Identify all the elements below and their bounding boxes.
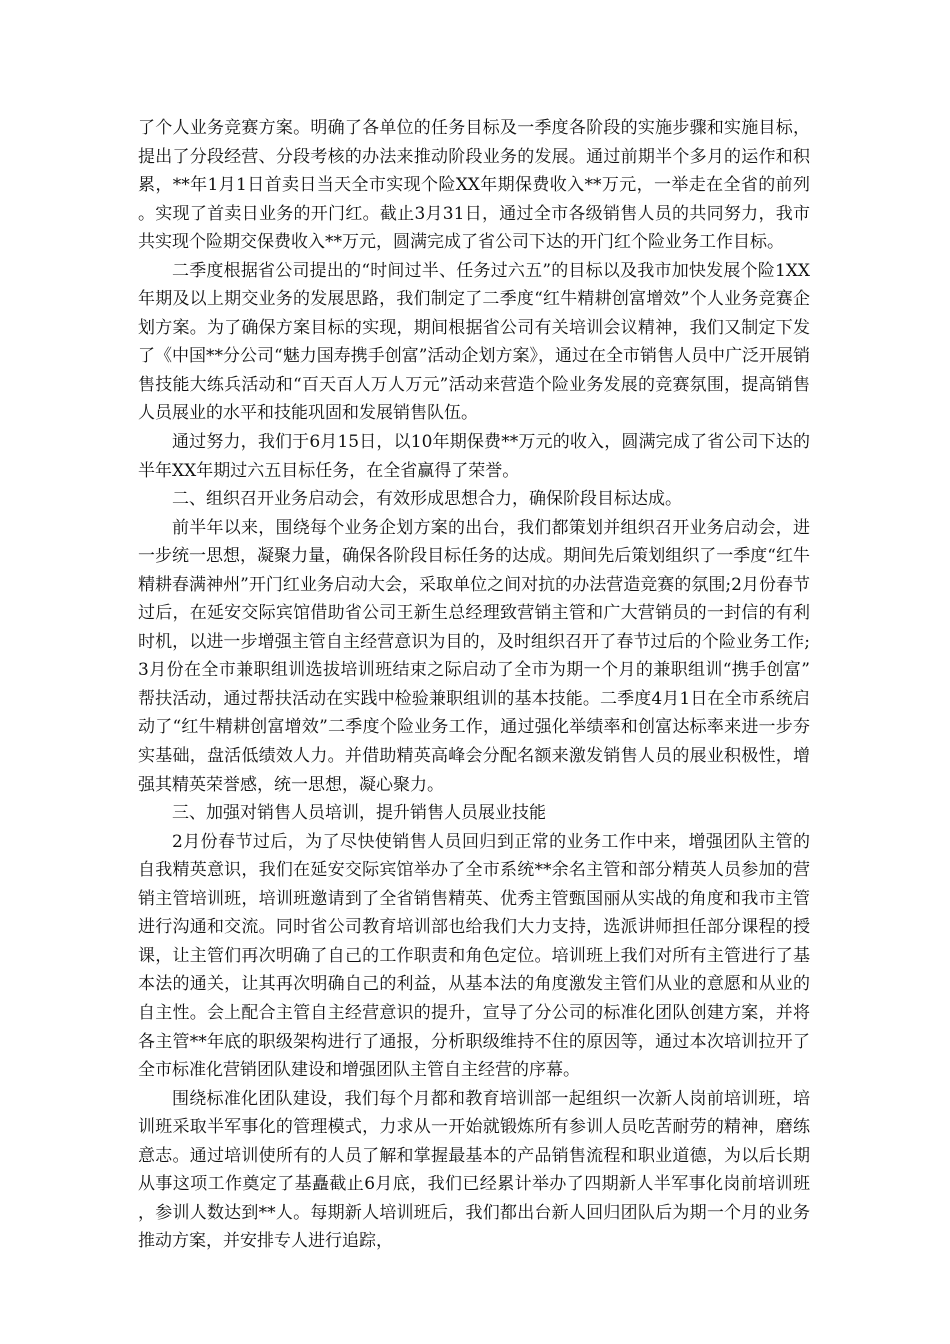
section-heading-2: 二、组织召开业务启动会，有效形成思想合力，确保阶段目标达成。 [172, 489, 682, 510]
paragraph-5-launch-meetings: 前半年以来，围绕每个业务企划方案的出台，我们都策划并组织召开业务启动会，进一步统一思想，凝聚力量，确保各阶段目标任务的达成。期间先后策划组织了一季度“红牛精耕春满神州”开门红业务启动大会，采取单位之间对抗的办法营造竞赛的氛围;2月份春节过后，在延安交际宾馆借助省公司王新生总经理致营销主管和广大营销员的一封信的有利时机，以进一步增强主管自主经营意识为目的，及时组织召开了春节过后的个险业务工作;3月份在全市兼职组训选拔培训班结束之际启动了全市为期一个月的兼职组训“携手创富”帮扶活动，通过帮扶活动在实践中检验兼职组训的基本技能。二季度4月1日在全市系统启动了“红牛精耕创富增效”二季度个险业务工作，通过强化举绩率和创富达标率来进一步夯实基础，盘活低绩效人力。并借助精英高峰会分配名额来激发销售人员的展业积极性，增强其精英荣誉感，统一思想，凝心聚力。 [138, 517, 810, 795]
paragraph-1-continuation: 了个人业务竞赛方案。明确了各单位的任务目标及一季度各阶段的实施步骤和实施目标，提出了分段经营、分段考核的办法来推动阶段业务的发展。通过前期半个多月的运作和积累，**年1月1日首卖日当天全市实现个险XX年期保费收入**万元，一举走在全省的前列。实现了首卖日业务的开门红。截止3月31日，通过全市各级销售人员的共同努力，我市共实现个险期交保费收入**万元，圆满完成了省公司下达的开门红个险业务工作目标。 [138, 118, 810, 253]
paragraph-2-second-quarter: 二季度根据省公司提出的“时间过半、任务过六五”的目标以及我市加快发展个险1XX年期及以上期交业务的发展思路，我们制定了二季度“红牛精耕创富增效”个人业务竞赛企划方案。为了确保方案目标的实现，期间根据省公司有关培训会议精神，我们又制定下发了《中国**分公司“魅力国寿携手创富”活动企划方案》，通过在全市销售人员中广泛开展销售技能大练兵活动和“百天百人万人万元”活动来营造个险业务发展的竞赛氛围，提高销售人员展业的水平和技能巩固和发展销售队伍。 [138, 260, 810, 424]
paragraph-7-supervisor-training: 2月份春节过后，为了尽快使销售人员回归到正常的业务工作中来，增强团队主管的自我精英意识，我们在延安交际宾馆举办了全市系统**余名主管和部分精英人员参加的营销主管培训班，培训班邀请到了全省销售精英、优秀主管甄国丽从实战的角度和我市主管进行沟通和交流。同时省公司教育培训部也给我们大力支持，选派讲师担任部分课程的授课，让主管们再次明确了自己的工作职责和角色定位。培训班上我们对所有主管进行了基本法的通关，让其再次明确自己的利益，从基本法的角度激发主管们从业的意愿和从业的自主性。会上配合主管自主经营意识的提升，宣导了分公司的标准化团队创建方案，并将各主管**年底的职级架构进行了通报，分析职级维持不住的原因等，通过本次培训拉开了全市标准化营销团队建设和增强团队主管自主经营的序幕。 [138, 831, 810, 1081]
paragraph-8-newcomer-training: 围绕标准化团队建设，我们每个月都和教育培训部一起组织一次新人岗前培训班，培训班采取半军事化的管理模式，力求从一开始就锻炼所有参训人员吃苦耐劳的精神，磨练意志。通过培训使所有的人员了解和掌握最基本的产品销售流程和职业道德，为以后长期从事这项工作奠定了基矗截止6月底，我们已经累计举办了四期新人半军事化岗前培训班，参训人数达到**人。每期新人培训班后，我们都出台新人回归团队后为期一个月的业务推动方案，并安排专人进行追踪， [138, 1088, 810, 1252]
paragraph-3-half-year-result: 通过努力，我们于6月15日，以10年期保费**万元的收入，圆满完成了省公司下达的半年XX年期过六五目标任务，在全省赢得了荣誉。 [138, 432, 810, 481]
section-heading-3: 三、加强对销售人员培训，提升销售人员展业技能 [172, 803, 546, 824]
document-body [138, 114, 810, 1256]
